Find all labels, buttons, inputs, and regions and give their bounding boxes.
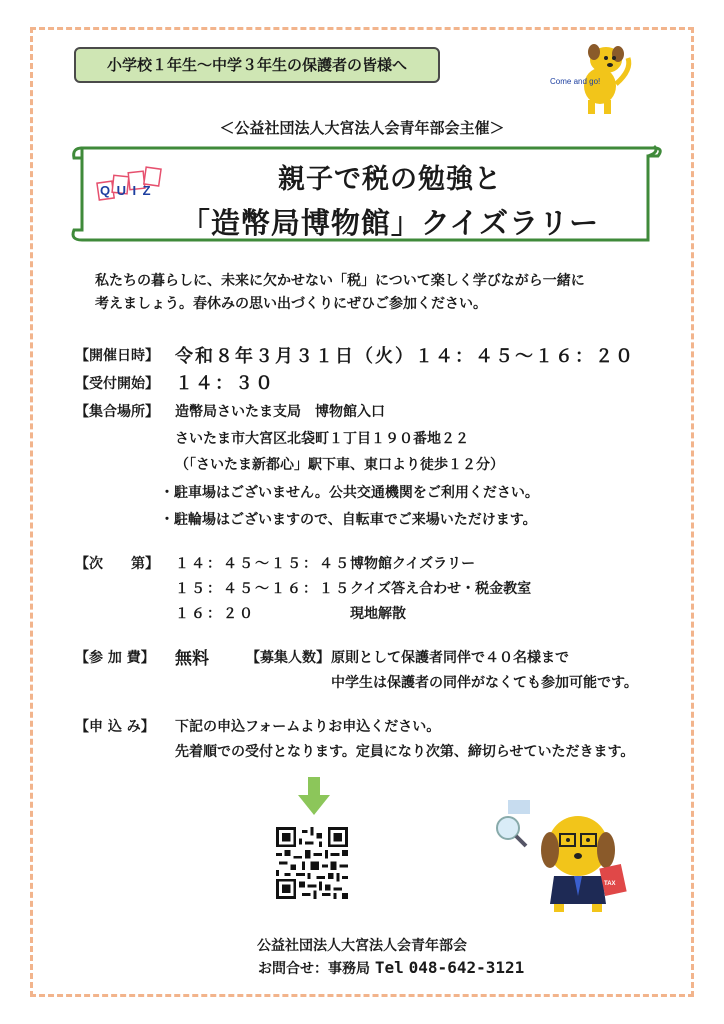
schedule-label: 【次 第】 (75, 556, 159, 572)
venue-address: さいたま市大宮区北袋町１丁目１９０番地２２ (175, 431, 469, 447)
tel-number[interactable]: 048-642-3121 (408, 958, 525, 977)
schedule-time: １６：２０ (175, 606, 255, 622)
apply-line-2: 先着順での受付となります。定員になり次第、締切らせていただきます。 (175, 744, 635, 760)
mascot-dog-top-icon (548, 40, 638, 120)
schedule-activity: クイズ答え合わせ・税金教室 (350, 581, 532, 597)
organizer-line: ＜公益社団法人大宮法人会青年部会主催＞ (219, 119, 505, 137)
title-line-2: 「造幣局博物館」クイズラリー (180, 206, 600, 240)
fee-label: 【参 加 費】 (75, 650, 155, 666)
tax-label: TAX (604, 881, 616, 887)
contact-prefix: お問合せ：事務局 (258, 961, 370, 977)
speech-text: Come and go! (550, 77, 601, 86)
reception-value: １４：３０ (175, 373, 275, 394)
footer-organization: 公益社団法人大宮法人会青年部会 (257, 938, 467, 954)
venue-value: 造幣局さいたま支局 博物館入口 (175, 404, 385, 420)
down-arrow-icon (298, 777, 330, 817)
capacity-label: 【募集人数】 (246, 650, 330, 666)
intro-text (95, 270, 585, 316)
bicycle-note: ・駐輪場はございますので、自転車でご来場いただけます。 (160, 512, 537, 528)
capacity-note: 中学生は保護者の同伴がなくても参加可能です。 (331, 675, 638, 691)
apply-line-1: 下記の申込フォームよりお申込ください。 (175, 719, 441, 735)
schedule-time: １４：４５～１５：４５ (175, 556, 351, 572)
intro-line-1: 私たちの暮らしに、未来に欠かせない「税」について楽しく学びながら一緒に (95, 273, 585, 289)
quiz-badge-text: QUIZ (100, 183, 158, 198)
intro-line-2: 考えましょう。春休みの思い出づくりにぜひご参加ください。 (95, 296, 487, 312)
schedule-activity: 博物館クイズラリー (350, 556, 476, 572)
date-label: 【開催日時】 (75, 348, 159, 364)
footer-contact (258, 958, 524, 978)
venue-label: 【集合場所】 (75, 404, 159, 420)
tel-label: Tel (374, 958, 404, 977)
fee-value: 無料 (175, 649, 209, 669)
title-line-1: 親子で税の勉強と (278, 164, 502, 195)
capacity-value: 原則として保護者同伴で４０名様まで (331, 650, 569, 666)
date-value: 令和８年３月３１日（火）１４：４５～１６：２０ (175, 346, 635, 367)
schedule-time: １５：４５～１６：１５ (175, 581, 351, 597)
apply-label: 【申 込 み】 (75, 719, 155, 735)
audience-banner: 小学校１年生～中学３年生の保護者の皆様へ (74, 47, 440, 83)
schedule-activity: 現地解散 (350, 606, 406, 622)
qr-code-icon[interactable] (276, 827, 348, 899)
reception-label: 【受付開始】 (75, 376, 159, 392)
mascot-dog-bottom-icon (480, 800, 640, 920)
parking-note: ・駐車場はございません。公共交通機関をご利用ください。 (160, 485, 539, 501)
venue-access: （「さいたま新都心」駅下車、東口より徒歩１２分） (175, 457, 504, 473)
